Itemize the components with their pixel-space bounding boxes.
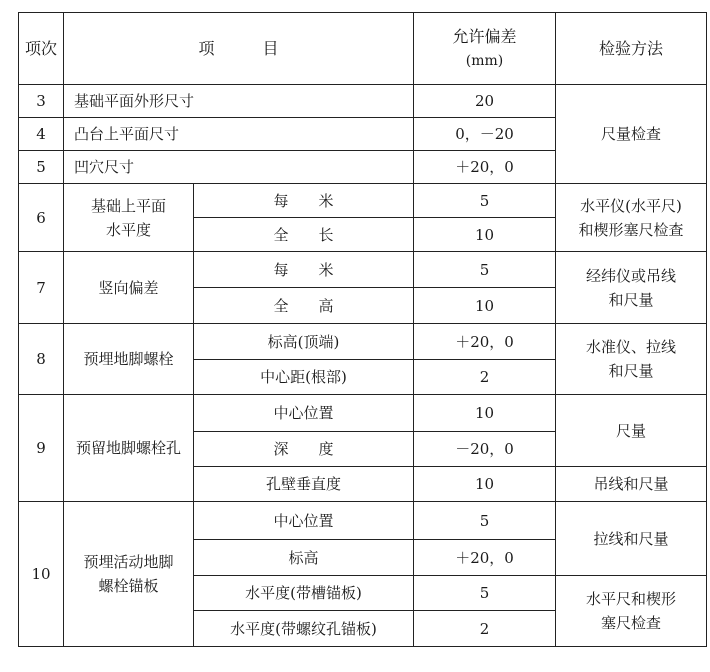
row-no: 9 [19, 395, 64, 502]
row-method-line: 和楔形塞尺检查 [578, 220, 684, 239]
row-method-line: 经纬仪或吊线 [586, 266, 677, 285]
table-row [19, 184, 707, 218]
row-sub: 水平度(带螺纹孔锚板) [194, 611, 414, 647]
row-value: 10 [414, 395, 556, 432]
row-item: 凸台上平面尺寸 [64, 118, 414, 151]
row-method [556, 184, 707, 252]
row-sub: 中心距(根部) [194, 360, 414, 395]
row-item-line: 水平度 [105, 220, 151, 239]
row-value: ＋20，0 [414, 151, 556, 184]
row-item [64, 184, 194, 252]
table-row [19, 395, 707, 432]
table-row [19, 502, 707, 540]
row-method: 尺量 [556, 395, 707, 467]
row-sub: 全 高 [194, 288, 414, 324]
row-item: 竖向偏差 [64, 252, 194, 324]
row-item: 预埋地脚螺栓 [64, 324, 194, 395]
row-method-line: 塞尺检查 [601, 614, 662, 632]
row-no: 7 [19, 252, 64, 324]
row-value: ＋20，0 [414, 540, 556, 576]
header-tolerance-label: 允许偏差 [452, 26, 517, 46]
row-sub: 全 长 [194, 218, 414, 252]
row-item-line: 预埋活动地脚 [83, 553, 174, 571]
table-row [19, 324, 707, 360]
header-tolerance [414, 13, 556, 85]
row-method: 拉线和尺量 [556, 502, 707, 576]
row-method [556, 252, 707, 324]
table-row [19, 85, 707, 118]
row-value: 5 [414, 576, 556, 611]
row-method [556, 576, 707, 647]
header-no: 项次 [19, 13, 64, 85]
row-no: 3 [19, 85, 64, 118]
row-value: 0，－20 [414, 118, 556, 151]
row-value: －20，0 [414, 432, 556, 467]
row-item: 凹穴尺寸 [64, 151, 414, 184]
row-no: 10 [19, 502, 64, 647]
row-sub: 标高 [194, 540, 414, 576]
row-item [64, 502, 194, 647]
row-no: 5 [19, 151, 64, 184]
row-value: 5 [414, 252, 556, 288]
row-sub: 孔壁垂直度 [194, 467, 414, 502]
row-value: 10 [414, 218, 556, 252]
table-row [19, 252, 707, 288]
row-no: 4 [19, 118, 64, 151]
tolerance-table [18, 12, 707, 647]
row-value: ＋20，0 [414, 324, 556, 360]
row-item: 预留地脚螺栓孔 [64, 395, 194, 502]
row-method-line: 水平仪(水平尺) [580, 196, 682, 215]
row-sub: 每 米 [194, 184, 414, 218]
row-no: 6 [19, 184, 64, 252]
header-item: 项 目 [64, 13, 414, 85]
row-item-line: 螺栓锚板 [98, 577, 159, 595]
row-sub: 中心位置 [194, 395, 414, 432]
header-row [19, 13, 707, 85]
row-method-line: 水准仪、拉线 [586, 338, 677, 356]
row-item: 基础平面外形尺寸 [64, 85, 414, 118]
row-item-line: 基础上平面 [90, 196, 166, 215]
row-value: 10 [414, 467, 556, 502]
row-value: 10 [414, 288, 556, 324]
row-value: 20 [414, 85, 556, 118]
row-sub: 每 米 [194, 252, 414, 288]
row-value: 5 [414, 184, 556, 218]
row-value: 2 [414, 360, 556, 395]
row-value: 5 [414, 502, 556, 540]
row-method: 尺量检查 [556, 85, 707, 184]
row-sub: 标高(顶端) [194, 324, 414, 360]
header-method: 检验方法 [556, 13, 707, 85]
row-sub: 中心位置 [194, 502, 414, 540]
row-method: 吊线和尺量 [556, 467, 707, 502]
row-method [556, 324, 707, 395]
row-sub: 深 度 [194, 432, 414, 467]
row-method-line: 和尺量 [608, 290, 654, 309]
row-no: 8 [19, 324, 64, 395]
row-method-line: 水平尺和楔形 [586, 590, 677, 608]
row-method-line: 和尺量 [608, 362, 654, 380]
header-tolerance-unit: (mm) [465, 52, 504, 69]
row-value: 2 [414, 611, 556, 647]
row-sub: 水平度(带槽锚板) [194, 576, 414, 611]
